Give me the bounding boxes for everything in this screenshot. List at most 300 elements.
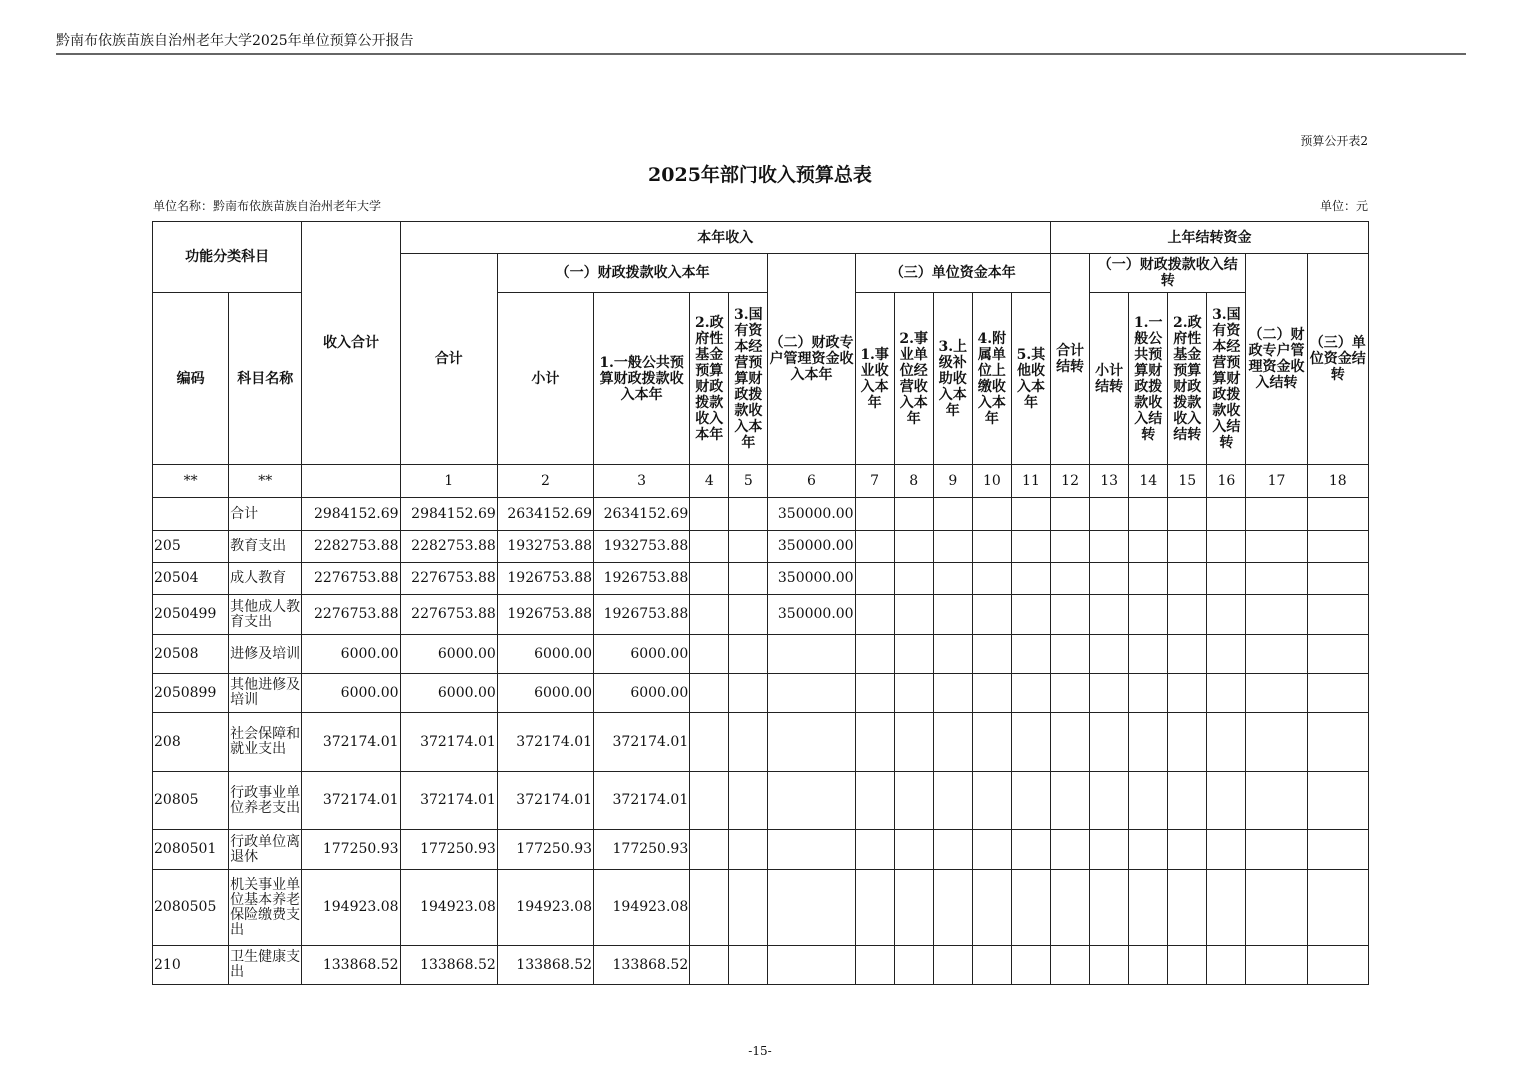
empty-cell — [1168, 830, 1207, 870]
header-special-carry: （二）财政专户管理资金收入结转 — [1246, 254, 1307, 465]
empty-cell — [894, 498, 933, 531]
empty-cell — [894, 595, 933, 635]
empty-cell — [933, 563, 972, 595]
index-cell: 18 — [1307, 465, 1368, 498]
header-fiscal-carry: （一）财政拨款收入结转 — [1090, 254, 1246, 293]
row-general-budget: 1932753.88 — [594, 531, 690, 563]
page-header: 黔南布依族苗族自治州老年大学2025年单位预算公开报告 — [56, 33, 414, 49]
table-row — [153, 595, 1369, 635]
row-gov-fund — [690, 498, 729, 531]
row-gov-fund — [690, 563, 729, 595]
row-sum: 133868.52 — [400, 946, 497, 985]
empty-cell — [1246, 772, 1307, 830]
empty-cell — [1011, 674, 1050, 713]
header-unit-funds-this: （三）单位资金本年 — [855, 254, 1050, 293]
empty-cell — [1207, 595, 1246, 635]
empty-cell — [933, 870, 972, 946]
empty-cell — [855, 946, 894, 985]
empty-cell — [1168, 531, 1207, 563]
empty-cell — [1011, 563, 1050, 595]
empty-cell — [1051, 595, 1090, 635]
empty-cell — [1090, 946, 1129, 985]
index-cell: 14 — [1129, 465, 1168, 498]
table-row — [153, 830, 1369, 870]
table-row — [153, 870, 1369, 946]
empty-cell — [1129, 635, 1168, 674]
empty-cell — [1090, 531, 1129, 563]
index-cell: 2 — [497, 465, 593, 498]
index-cell: 15 — [1168, 465, 1207, 498]
index-cell: 8 — [894, 465, 933, 498]
header-other-income: 5.其他收入本年 — [1011, 293, 1050, 465]
empty-cell — [1246, 830, 1307, 870]
header-career-income: 1.事业收入本年 — [855, 293, 894, 465]
empty-cell — [972, 772, 1011, 830]
page-number: -15- — [748, 1044, 772, 1058]
empty-cell — [1129, 531, 1168, 563]
table-number: 预算公开表2 — [1300, 134, 1368, 148]
index-cell: 7 — [855, 465, 894, 498]
row-sum: 372174.01 — [400, 713, 497, 772]
empty-cell — [972, 563, 1011, 595]
empty-cell — [894, 946, 933, 985]
empty-cell — [894, 713, 933, 772]
empty-cell — [1207, 498, 1246, 531]
row-total-income: 2282753.88 — [302, 531, 400, 563]
row-total-income: 133868.52 — [302, 946, 400, 985]
row-special-account — [768, 713, 855, 772]
empty-cell — [1011, 946, 1050, 985]
empty-cell — [894, 870, 933, 946]
row-subtotal: 1926753.88 — [497, 563, 593, 595]
empty-cell — [1307, 563, 1368, 595]
empty-cell — [1307, 772, 1368, 830]
empty-cell — [1246, 498, 1307, 531]
row-general-budget: 2634152.69 — [594, 498, 690, 531]
empty-cell — [1011, 531, 1050, 563]
row-subtotal: 1926753.88 — [497, 595, 593, 635]
header-fiscal-this: （一）财政拨款收入本年 — [497, 254, 768, 293]
row-special-account: 350000.00 — [768, 498, 855, 531]
empty-cell — [855, 498, 894, 531]
empty-cell — [1051, 498, 1090, 531]
row-state-capital — [729, 772, 768, 830]
row-code: 2080501 — [153, 830, 229, 870]
row-special-account — [768, 830, 855, 870]
empty-cell — [1051, 870, 1090, 946]
empty-cell — [1129, 674, 1168, 713]
row-total-income: 372174.01 — [302, 713, 400, 772]
index-cell: 11 — [1011, 465, 1050, 498]
index-cell: ** — [153, 465, 229, 498]
empty-cell — [1307, 531, 1368, 563]
row-gov-fund — [690, 713, 729, 772]
unit-name: 单位名称：黔南布依族苗族自治州老年大学 — [153, 199, 382, 213]
empty-cell — [855, 870, 894, 946]
header-subtotal: 小计 — [497, 293, 593, 465]
row-subtotal: 1932753.88 — [497, 531, 593, 563]
header-last-year: 上年结转资金 — [1051, 222, 1369, 254]
empty-cell — [894, 674, 933, 713]
document-title: 2025年部门收入预算总表 — [648, 164, 872, 186]
row-name: 其他进修及培训 — [229, 674, 302, 713]
empty-cell — [1090, 635, 1129, 674]
empty-cell — [972, 946, 1011, 985]
index-cell: 3 — [594, 465, 690, 498]
empty-cell — [1168, 563, 1207, 595]
row-code: 208 — [153, 713, 229, 772]
row-state-capital — [729, 830, 768, 870]
empty-cell — [933, 498, 972, 531]
empty-cell — [1011, 635, 1050, 674]
row-special-account — [768, 635, 855, 674]
header-unit-carry: （三）单位资金结转 — [1307, 254, 1368, 465]
empty-cell — [1090, 563, 1129, 595]
empty-cell — [1207, 870, 1246, 946]
empty-cell — [1051, 772, 1090, 830]
empty-cell — [894, 563, 933, 595]
empty-cell — [855, 674, 894, 713]
header-rule — [56, 53, 1466, 55]
empty-cell — [1307, 635, 1368, 674]
row-code: 2050899 — [153, 674, 229, 713]
row-special-account: 350000.00 — [768, 531, 855, 563]
empty-cell — [1168, 635, 1207, 674]
empty-cell — [1307, 595, 1368, 635]
empty-cell — [1129, 830, 1168, 870]
empty-cell — [1246, 595, 1307, 635]
row-total-income: 194923.08 — [302, 870, 400, 946]
row-special-account — [768, 772, 855, 830]
empty-cell — [1307, 713, 1368, 772]
row-gov-fund — [690, 674, 729, 713]
empty-cell — [1168, 674, 1207, 713]
empty-cell — [1307, 946, 1368, 985]
row-state-capital — [729, 870, 768, 946]
row-sum: 6000.00 — [400, 674, 497, 713]
row-general-budget: 133868.52 — [594, 946, 690, 985]
empty-cell — [972, 830, 1011, 870]
empty-cell — [1129, 870, 1168, 946]
row-special-account: 350000.00 — [768, 595, 855, 635]
empty-cell — [1129, 946, 1168, 985]
empty-cell — [1090, 830, 1129, 870]
header-general-carry: 1.一般公共预算财政拨款收入结转 — [1129, 293, 1168, 465]
row-general-budget: 6000.00 — [594, 635, 690, 674]
empty-cell — [894, 531, 933, 563]
row-sum: 6000.00 — [400, 635, 497, 674]
empty-cell — [972, 674, 1011, 713]
empty-cell — [1246, 563, 1307, 595]
row-subtotal: 133868.52 — [497, 946, 593, 985]
row-gov-fund — [690, 531, 729, 563]
index-row — [153, 465, 1369, 498]
empty-cell — [1090, 595, 1129, 635]
row-general-budget: 1926753.88 — [594, 563, 690, 595]
header-state-capital: 3.国有资本经营预算财政拨款收入本年 — [729, 293, 768, 465]
empty-cell — [1307, 870, 1368, 946]
index-cell: 6 — [768, 465, 855, 498]
row-special-account: 350000.00 — [768, 563, 855, 595]
table-row — [153, 674, 1369, 713]
empty-cell — [1051, 946, 1090, 985]
row-code: 20805 — [153, 772, 229, 830]
empty-cell — [1207, 830, 1246, 870]
empty-cell — [1129, 595, 1168, 635]
empty-cell — [1246, 870, 1307, 946]
empty-cell — [1207, 946, 1246, 985]
empty-cell — [1207, 772, 1246, 830]
empty-cell — [1207, 674, 1246, 713]
row-code: 20508 — [153, 635, 229, 674]
empty-cell — [1129, 713, 1168, 772]
empty-cell — [894, 830, 933, 870]
row-subtotal: 372174.01 — [497, 772, 593, 830]
empty-cell — [1011, 498, 1050, 531]
row-subtotal: 194923.08 — [497, 870, 593, 946]
empty-cell — [1051, 563, 1090, 595]
empty-cell — [1168, 870, 1207, 946]
empty-cell — [1011, 595, 1050, 635]
row-name: 行政事业单位养老支出 — [229, 772, 302, 830]
header-business-income: 2.事业单位经营收入本年 — [894, 293, 933, 465]
empty-cell — [1090, 498, 1129, 531]
header-special-account: （二）财政专户管理资金收入本年 — [768, 254, 855, 465]
index-cell: 16 — [1207, 465, 1246, 498]
row-gov-fund — [690, 830, 729, 870]
header-subsidy-income: 3.上级补助收入本年 — [933, 293, 972, 465]
index-cell: 17 — [1246, 465, 1307, 498]
row-special-account — [768, 870, 855, 946]
table-row — [153, 946, 1369, 985]
row-sum: 194923.08 — [400, 870, 497, 946]
empty-cell — [1011, 772, 1050, 830]
header-general-budget: 1.一般公共预算财政拨款收入本年 — [594, 293, 690, 465]
empty-cell — [1307, 830, 1368, 870]
empty-cell — [933, 595, 972, 635]
row-subtotal: 2634152.69 — [497, 498, 593, 531]
row-total-income: 6000.00 — [302, 674, 400, 713]
index-cell: ** — [229, 465, 302, 498]
header-state-capital-carry: 3.国有资本经营预算财政拨款收入结转 — [1207, 293, 1246, 465]
empty-cell — [855, 713, 894, 772]
empty-cell — [933, 713, 972, 772]
empty-cell — [972, 870, 1011, 946]
empty-cell — [1051, 635, 1090, 674]
empty-cell — [972, 595, 1011, 635]
empty-cell — [972, 713, 1011, 772]
row-subtotal: 372174.01 — [497, 713, 593, 772]
header-code: 编码 — [153, 293, 229, 465]
table-row — [153, 531, 1369, 563]
row-code: 2080505 — [153, 870, 229, 946]
row-state-capital — [729, 531, 768, 563]
row-name: 社会保障和就业支出 — [229, 713, 302, 772]
row-name: 成人教育 — [229, 563, 302, 595]
row-total-income: 6000.00 — [302, 635, 400, 674]
row-state-capital — [729, 635, 768, 674]
header-func-class: 功能分类科目 — [153, 222, 302, 293]
row-name: 进修及培训 — [229, 635, 302, 674]
row-state-capital — [729, 713, 768, 772]
empty-cell — [933, 635, 972, 674]
row-general-budget: 6000.00 — [594, 674, 690, 713]
row-code — [153, 498, 229, 531]
empty-cell — [1207, 635, 1246, 674]
row-total-income: 2276753.88 — [302, 595, 400, 635]
index-cell: 13 — [1090, 465, 1129, 498]
index-cell: 1 — [400, 465, 497, 498]
budget-table — [152, 221, 1369, 985]
empty-cell — [1090, 870, 1129, 946]
empty-cell — [894, 635, 933, 674]
empty-cell — [933, 830, 972, 870]
header-this-year: 本年收入 — [400, 222, 1050, 254]
row-general-budget: 372174.01 — [594, 772, 690, 830]
row-gov-fund — [690, 870, 729, 946]
empty-cell — [1246, 635, 1307, 674]
row-sum: 372174.01 — [400, 772, 497, 830]
empty-cell — [1168, 498, 1207, 531]
row-code: 205 — [153, 531, 229, 563]
empty-cell — [1307, 674, 1368, 713]
row-gov-fund — [690, 946, 729, 985]
empty-cell — [1129, 772, 1168, 830]
row-general-budget: 177250.93 — [594, 830, 690, 870]
row-general-budget: 194923.08 — [594, 870, 690, 946]
row-total-income: 372174.01 — [302, 772, 400, 830]
table-row — [153, 772, 1369, 830]
header-affiliated-income: 4.附属单位上缴收入本年 — [972, 293, 1011, 465]
row-special-account — [768, 674, 855, 713]
empty-cell — [1207, 713, 1246, 772]
row-name: 其他成人教育支出 — [229, 595, 302, 635]
index-cell — [302, 465, 400, 498]
header-gov-fund: 2.政府性基金预算财政拨款收入本年 — [690, 293, 729, 465]
empty-cell — [1129, 563, 1168, 595]
row-code: 2050499 — [153, 595, 229, 635]
row-general-budget: 372174.01 — [594, 713, 690, 772]
empty-cell — [1051, 713, 1090, 772]
empty-cell — [1011, 830, 1050, 870]
index-cell: 4 — [690, 465, 729, 498]
empty-cell — [1207, 563, 1246, 595]
row-sum: 177250.93 — [400, 830, 497, 870]
row-subtotal: 6000.00 — [497, 674, 593, 713]
header-name: 科目名称 — [229, 293, 302, 465]
row-name: 合计 — [229, 498, 302, 531]
empty-cell — [1168, 946, 1207, 985]
empty-cell — [972, 498, 1011, 531]
empty-cell — [1011, 713, 1050, 772]
index-cell: 10 — [972, 465, 1011, 498]
empty-cell — [855, 595, 894, 635]
index-cell: 12 — [1051, 465, 1090, 498]
table-body — [153, 465, 1369, 985]
empty-cell — [1011, 870, 1050, 946]
empty-cell — [894, 772, 933, 830]
empty-cell — [1246, 674, 1307, 713]
empty-cell — [933, 772, 972, 830]
empty-cell — [972, 531, 1011, 563]
row-name: 行政单位离退休 — [229, 830, 302, 870]
row-gov-fund — [690, 772, 729, 830]
row-name: 卫生健康支出 — [229, 946, 302, 985]
row-name: 机关事业单位基本养老保险缴费支出 — [229, 870, 302, 946]
row-sum: 2282753.88 — [400, 531, 497, 563]
empty-cell — [1090, 674, 1129, 713]
row-state-capital — [729, 498, 768, 531]
empty-cell — [972, 635, 1011, 674]
row-name: 教育支出 — [229, 531, 302, 563]
row-sum: 2276753.88 — [400, 595, 497, 635]
empty-cell — [1207, 531, 1246, 563]
empty-cell — [1246, 946, 1307, 985]
empty-cell — [933, 946, 972, 985]
empty-cell — [1129, 498, 1168, 531]
row-general-budget: 1926753.88 — [594, 595, 690, 635]
empty-cell — [855, 635, 894, 674]
empty-cell — [855, 772, 894, 830]
currency-unit: 单位：元 — [1319, 199, 1368, 213]
row-sum: 2276753.88 — [400, 563, 497, 595]
row-gov-fund — [690, 635, 729, 674]
table-row — [153, 635, 1369, 674]
row-subtotal: 177250.93 — [497, 830, 593, 870]
index-cell: 9 — [933, 465, 972, 498]
row-state-capital — [729, 595, 768, 635]
empty-cell — [1051, 531, 1090, 563]
index-cell: 5 — [729, 465, 768, 498]
header-subtotal-carry: 小计结转 — [1090, 293, 1129, 465]
empty-cell — [933, 531, 972, 563]
row-special-account — [768, 946, 855, 985]
row-subtotal: 6000.00 — [497, 635, 593, 674]
empty-cell — [1246, 713, 1307, 772]
empty-cell — [1168, 595, 1207, 635]
row-code: 20504 — [153, 563, 229, 595]
row-total-income: 2984152.69 — [302, 498, 400, 531]
row-gov-fund — [690, 595, 729, 635]
empty-cell — [933, 674, 972, 713]
empty-cell — [855, 563, 894, 595]
empty-cell — [1051, 830, 1090, 870]
row-sum: 2984152.69 — [400, 498, 497, 531]
row-total-income: 2276753.88 — [302, 563, 400, 595]
empty-cell — [1168, 713, 1207, 772]
row-state-capital — [729, 563, 768, 595]
empty-cell — [1307, 498, 1368, 531]
empty-cell — [855, 830, 894, 870]
empty-cell — [1090, 713, 1129, 772]
empty-cell — [1090, 772, 1129, 830]
table-row — [153, 498, 1369, 531]
table-row — [153, 563, 1369, 595]
header-total-carry: 合计结转 — [1051, 254, 1090, 465]
empty-cell — [1051, 674, 1090, 713]
header-sum: 合计 — [400, 254, 497, 465]
row-state-capital — [729, 946, 768, 985]
empty-cell — [1168, 772, 1207, 830]
table-row — [153, 713, 1369, 772]
empty-cell — [1246, 531, 1307, 563]
empty-cell — [855, 531, 894, 563]
row-state-capital — [729, 674, 768, 713]
header-gov-fund-carry: 2.政府性基金预算财政拨款收入结转 — [1168, 293, 1207, 465]
row-total-income: 177250.93 — [302, 830, 400, 870]
header-total-income: 收入合计 — [302, 222, 400, 465]
row-code: 210 — [153, 946, 229, 985]
